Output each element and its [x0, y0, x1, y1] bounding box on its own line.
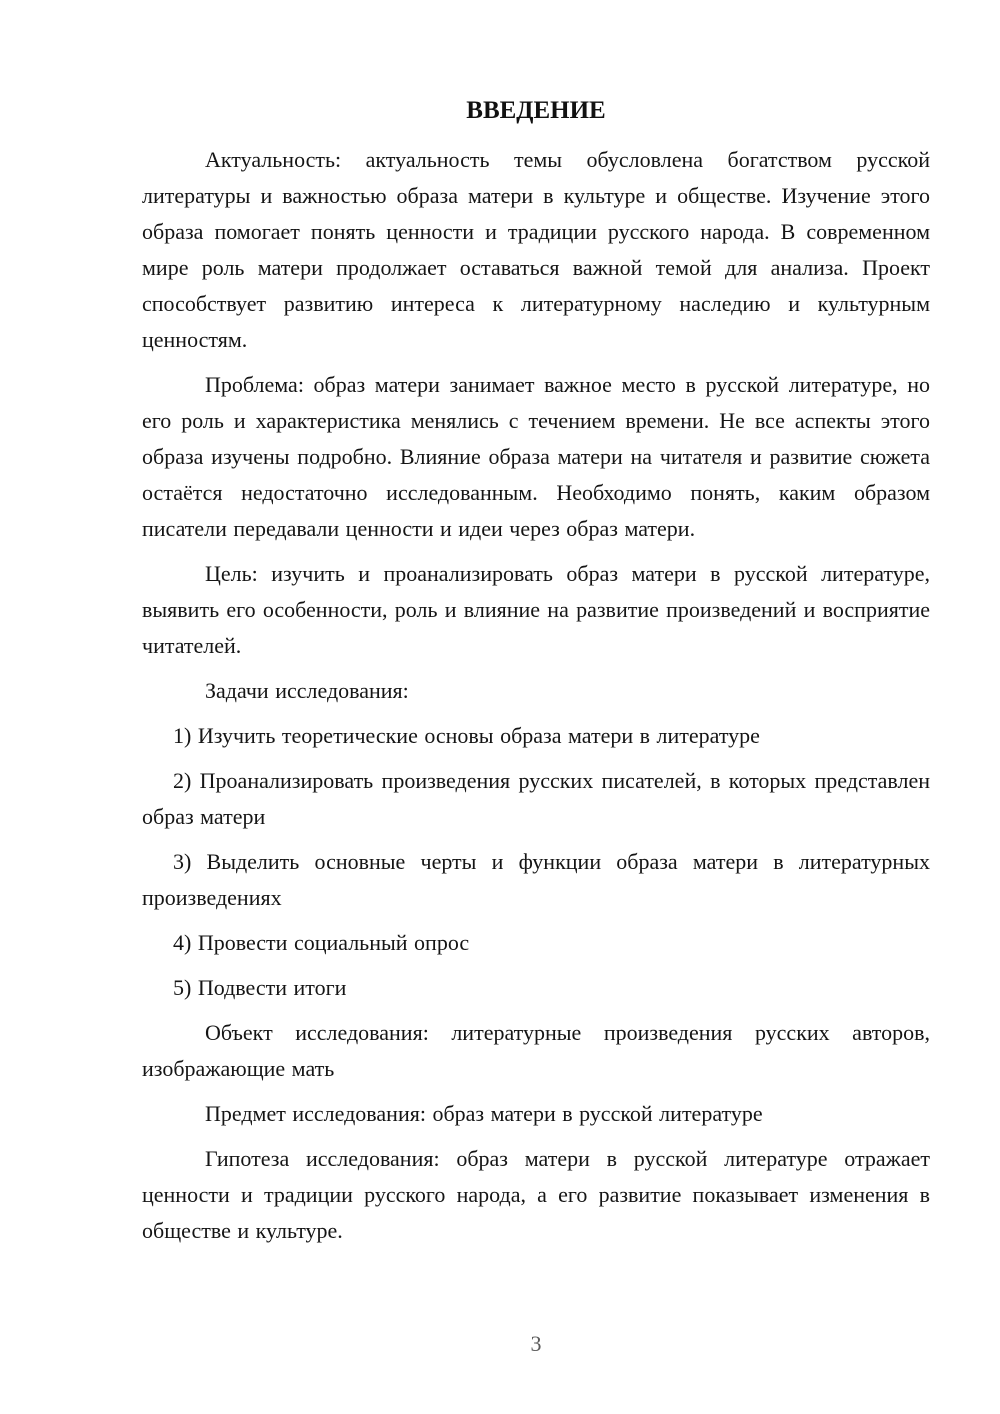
- paragraph-hypothesis: Гипотеза исследования: образ матери в русской литературе отражает ценности и традиции русского народа, а его развитие показывает изменения в обществе и культуре.: [142, 1146, 930, 1243]
- task-item-5: 5) Подвести итоги: [173, 975, 347, 1000]
- paragraph-problem: Проблема: образ матери занимает важное место в русской литературе, но его роль и характеристика менялись с течением времени. Не все аспекты этого образа изучены подробно. Влияние образа матери на читателя и развитие сюжета остаётся недостаточно исследованным. Необходимо понять, каким образом писатели передавали ценности и идеи через образ матери.: [142, 372, 930, 541]
- page-number: 3: [530, 1331, 542, 1356]
- task-item-1: 1) Изучить теоретические основы образа матери в литературе: [173, 723, 760, 748]
- paragraph-relevance: Актуальность: актуальность темы обусловлена богатством русской литературы и важностью образа матери в культуре и обществе. Изучение этого образа помогает понять ценности и традиции русского народа. В современном мире роль матери продолжает оставаться важной темой для анализа. Проект способствует развитию интереса к литературному наследию и культурным ценностям.: [142, 147, 930, 352]
- task-item-4: 4) Провести социальный опрос: [173, 930, 470, 955]
- paragraph-object: Объект исследования: литературные произведения русских авторов, изображающие мать: [142, 1020, 930, 1081]
- paragraph-goal: Цель: изучить и проанализировать образ матери в русской литературе, выявить его особенности, роль и влияние на развитие произведений и восприятие читателей.: [142, 561, 930, 658]
- paragraph-subject: Предмет исследования: образ матери в русской литературе: [205, 1101, 763, 1126]
- task-item-3: 3) Выделить основные черты и функции образа матери в литературных произведениях: [142, 849, 930, 910]
- task-item-2: 2) Проанализировать произведения русских писателей, в которых представлен образ матери: [142, 768, 930, 829]
- paragraph-tasks-heading: Задачи исследования:: [205, 678, 409, 703]
- section-title: ВВЕДЕНИЕ: [466, 97, 606, 124]
- page-content: [142, 96, 930, 1258]
